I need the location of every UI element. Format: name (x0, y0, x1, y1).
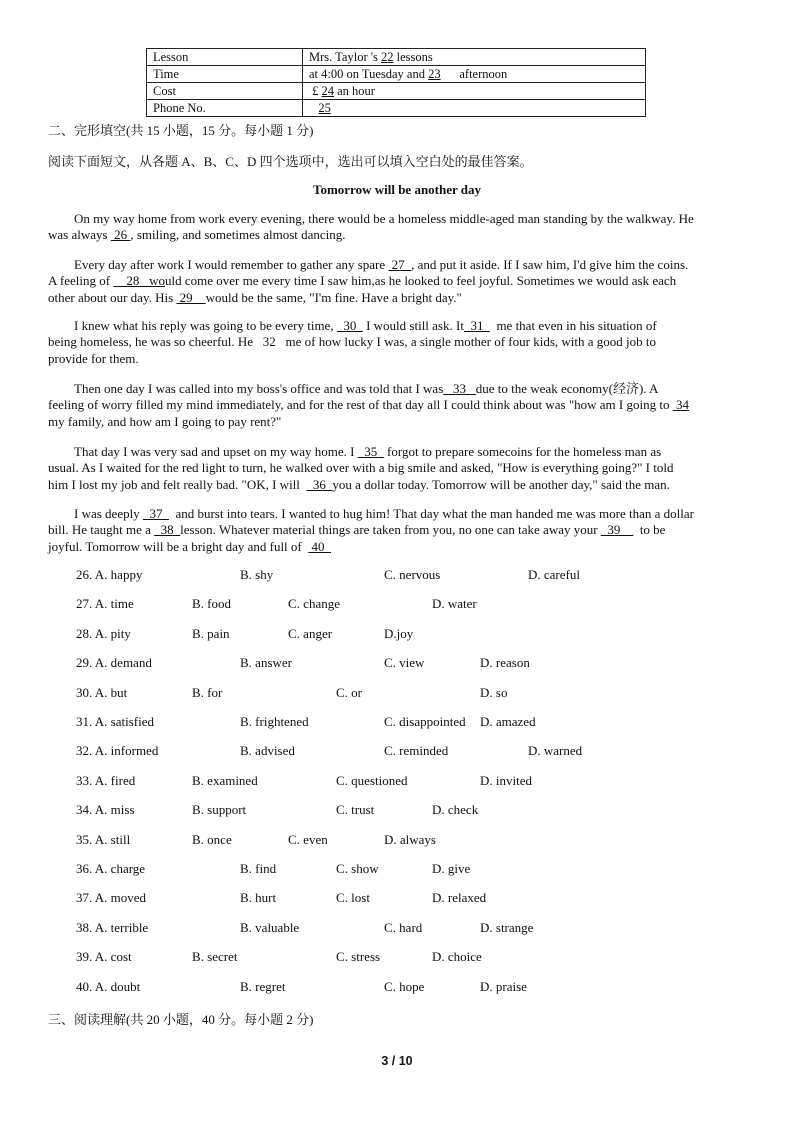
blank-40: 40 (308, 538, 331, 554)
question-row (0, 890, 794, 908)
paragraph-5: That day I was very sad and upset on my way home. I 35 forgot to prepare somecoins for the homeless man as usual. As I waited for the red light to turn, he walked over with a big smile and asked, "How is everything going?" I told him I lost my job and felt really bad. "OK, I will 36 you a dollar today. Tomorrow will be another day," said the man. (48, 444, 674, 492)
option-d: D. check (432, 802, 479, 818)
option-c: C. questioned (336, 772, 408, 788)
paragraph-3: I knew what his reply was going to be every time, 30 I would still ask. It 31 me that even in his situation of being homeless, he was so cheerful. He 32 me of how lucky I was, a single mother of four kids, with a good job to provide for them. (48, 318, 657, 366)
blank-39: 39 (600, 522, 634, 538)
question-row (0, 773, 794, 791)
option-c: C. reminded (384, 743, 449, 759)
option-c: C. nervous (384, 567, 441, 582)
table-label: Cost (147, 83, 303, 100)
table-value: at 4:00 on Tuesday and 23 afternoon (303, 66, 646, 83)
option-a: 33. A. fired (76, 772, 136, 788)
option-d: D.joy (384, 625, 414, 641)
section-heading-reading: 三、阅读理解(共 20 小题，40 分。每小题 2 分) (48, 1012, 314, 1027)
option-b: B. advised (240, 743, 295, 759)
table-label: Lesson (147, 49, 303, 66)
question-row (0, 920, 794, 938)
question-row (0, 979, 794, 997)
option-c: C. view (384, 655, 425, 671)
option-b: B. pain (192, 625, 230, 641)
blank-30: 30 (336, 318, 363, 333)
question-row (0, 949, 794, 967)
paragraph-2: Every day after work I would remember to gather any spare 27 , and put it aside. If I saw him, I'd give him the coins. A feeling of 28 would come over me every time I saw him,as he looked to feel joyful. Sometimes we would ask each other about our day. His 29 would be the same, "I'm fine. Have a bright day." (48, 257, 689, 305)
option-d: D. give (432, 861, 471, 876)
option-c: C. anger (288, 625, 333, 641)
option-b: B. for (192, 684, 223, 700)
option-a: 26. A. happy (76, 567, 143, 582)
question-row (0, 743, 794, 761)
option-d: D. choice (432, 949, 482, 965)
table-value (303, 100, 646, 117)
question-row (0, 714, 794, 732)
table-row (147, 49, 646, 66)
option-c: C. show (336, 861, 379, 876)
passage-title: Tomorrow will be another day (312, 182, 482, 197)
option-d: D. relaxed (432, 890, 487, 906)
option-c: C. stress (336, 949, 381, 965)
question-row (0, 832, 794, 850)
section-heading-cloze: 二、完形填空(共 15 小题，15 分。每小题 1 分) (48, 123, 314, 138)
option-a: 28. A. pity (76, 625, 131, 641)
option-d: D. always (384, 831, 436, 847)
option-a: 35. A. still (76, 831, 131, 847)
option-a: 31. A. satisfied (76, 714, 154, 729)
table-label: Phone No. (147, 100, 303, 117)
table-row (147, 100, 646, 117)
option-b: B. food (192, 596, 231, 612)
blank-23: 23 (428, 67, 441, 81)
option-c: C. or (336, 684, 362, 700)
page-number: 3 / 10 (381, 1054, 413, 1068)
option-d: D. water (432, 596, 477, 612)
blank-29: 29 (176, 289, 206, 305)
option-b: B. answer (240, 655, 292, 671)
question-row (0, 655, 794, 673)
question-row (0, 802, 794, 820)
table-label: Time (147, 66, 303, 83)
table-value: Mrs. Taylor 's 22 lessons (303, 49, 646, 66)
blank-37: 37 (142, 506, 169, 521)
option-c: C. change (288, 596, 340, 612)
blank-27: 27 (388, 257, 412, 272)
option-b: B. regret (240, 978, 286, 994)
option-c: C. hope (384, 978, 425, 994)
instruction-text: 阅读下面短文，从各题 A、B、C、D 四个选项中，选出可以填入空白处的最佳答案。 (48, 154, 533, 169)
option-a: 29. A. demand (76, 655, 152, 671)
option-a: 30. A. but (76, 684, 128, 700)
question-row (0, 861, 794, 879)
option-c: C. even (288, 831, 328, 847)
option-d: D. invited (480, 772, 532, 788)
option-c: C. disappointed (384, 714, 466, 729)
option-d: D. careful (528, 567, 580, 582)
option-c: C. lost (336, 890, 370, 906)
option-a: 39. A. cost (76, 949, 132, 965)
paragraph-1: On my way home from work every evening, there would be a homeless middle-aged man standing by the walkway. He was always 26 , smiling, and sometimes almost dancing. (48, 211, 694, 243)
question-row (0, 596, 794, 614)
paragraph-6: I was deeply 37 and burst into tears. I wanted to hug him! That day what the man handed me was more than a dollar bill. He taught me a 38 lesson. Whatever material things are taken from you, no one can take away your 39 to be joyful. Tomorrow will be a bright day and full of 40 (48, 506, 694, 554)
option-c: C. trust (336, 802, 375, 818)
option-b: B. support (192, 802, 247, 818)
option-a: 40. A. doubt (76, 978, 141, 994)
blank-24: 24 (321, 84, 334, 98)
option-b: B. once (192, 831, 232, 847)
option-a: 27. A. time (76, 596, 134, 612)
option-d: D. reason (480, 655, 530, 671)
option-b: B. valuable (240, 919, 300, 935)
option-b: B. shy (240, 567, 274, 582)
table-row (147, 83, 646, 100)
blank-38: 38 (154, 522, 181, 538)
option-b: B. hurt (240, 890, 277, 906)
option-a: 37. A. moved (76, 890, 147, 906)
blank-22: 22 (380, 50, 394, 64)
option-d: D. praise (480, 978, 527, 994)
blank-35: 35 (357, 444, 384, 459)
blank-28: 28 wo (113, 273, 165, 289)
option-b: B. examined (192, 772, 258, 788)
blank-25: 25 (318, 101, 331, 115)
table-row (147, 66, 646, 83)
table-value: £ 24 an hour (303, 83, 646, 100)
blank-33: 33 (443, 381, 476, 396)
blank-31: 31 (463, 318, 490, 333)
option-a: 36. A. charge (76, 861, 146, 876)
option-b: B. find (240, 861, 277, 876)
option-d: D. strange (480, 919, 534, 935)
option-d: D. amazed (480, 714, 536, 729)
option-b: B. frightened (240, 714, 309, 729)
blank-26: 26 (110, 227, 131, 243)
info-table (146, 48, 646, 117)
paragraph-4: Then one day I was called into my boss's office and was told that I was 33 due to the weak economy(经济). A feeling of worry filled my mind immediately, and for the rest of that day all I could think about was "how am I going to 34 my family, and how am I going to pay rent?" (48, 381, 689, 429)
option-d: D. warned (528, 743, 583, 759)
option-c: C. hard (384, 919, 423, 935)
question-row (0, 626, 794, 644)
blank-36: 36 (306, 476, 333, 492)
option-a: 34. A. miss (76, 802, 135, 818)
blank-34: 34 (672, 397, 689, 413)
option-d: D. so (480, 684, 508, 700)
option-a: 32. A. informed (76, 743, 159, 759)
question-row (0, 567, 794, 585)
option-a: 38. A. terrible (76, 919, 149, 935)
question-row (0, 685, 794, 703)
option-b: B. secret (192, 949, 238, 965)
